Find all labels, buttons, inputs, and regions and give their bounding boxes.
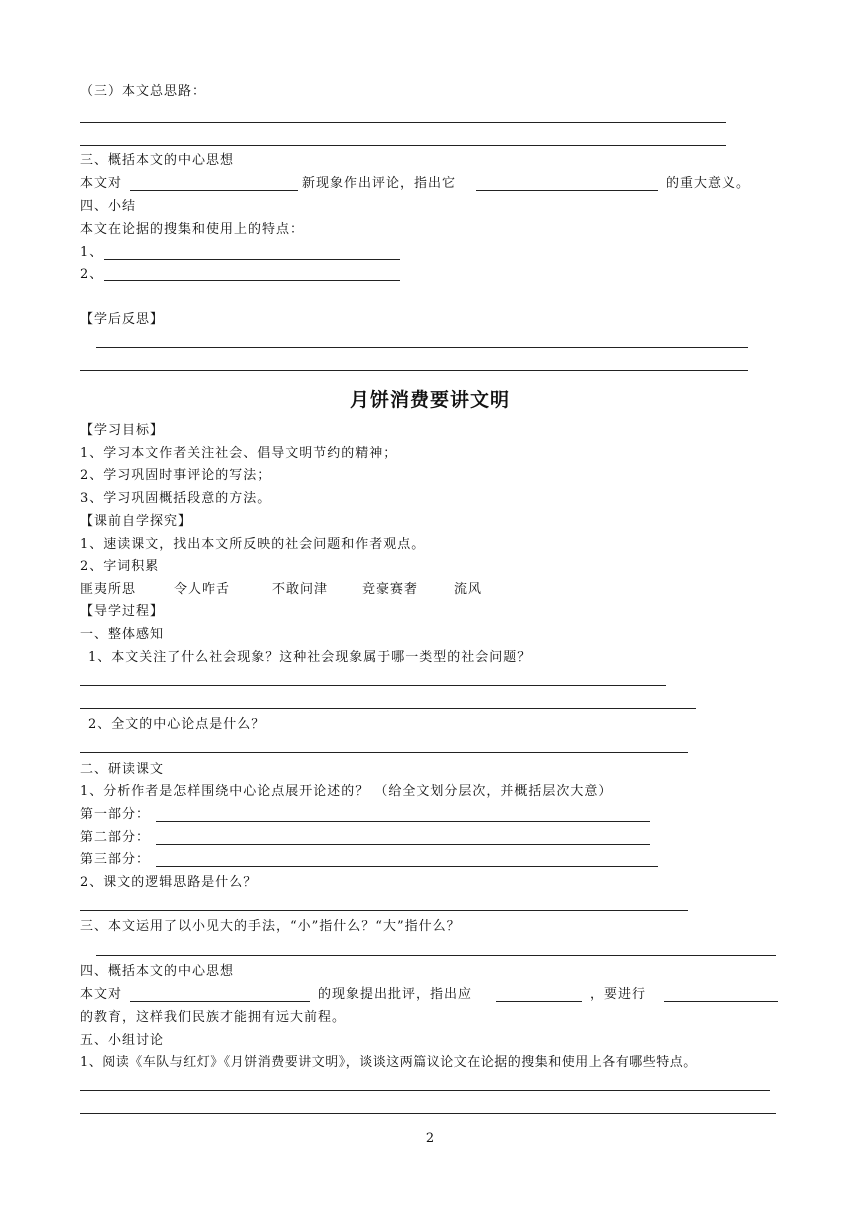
fill-text: 的重大意义。 — [666, 176, 751, 191]
section-heading: 四、小结 — [80, 199, 137, 214]
question-text: 1、阅读《车队与红灯》《月饼消费要讲文明》，谈谈这两篇议论文在论据的搜集和使用上各有哪些特点。 — [80, 1055, 697, 1070]
reflection-heading: 【学后反思】 — [80, 312, 165, 327]
page-title: 月饼消费要讲文明 — [349, 389, 510, 411]
answer-line[interactable] — [80, 910, 688, 911]
answer-line[interactable] — [80, 122, 726, 123]
question-text: 本文在论据的搜集和使用上的特点： — [80, 222, 305, 237]
blank-line[interactable] — [664, 1001, 778, 1002]
blank-line[interactable] — [156, 844, 650, 845]
part-label: 第一部分： — [80, 807, 151, 822]
list-item-number: 1、 — [80, 245, 104, 260]
vocab-word: 竞豪赛奢 — [362, 582, 419, 597]
blank-line[interactable] — [476, 190, 658, 191]
vocab-word: 不敢问津 — [272, 582, 329, 597]
section-heading: 五、小组讨论 — [80, 1033, 165, 1048]
goal-item: 3、学习巩固概括段意的方法。 — [80, 491, 272, 506]
question-text: 1、本文关注了什么社会现象？这种社会现象属于哪一类型的社会问题？ — [88, 650, 532, 665]
blank-line[interactable] — [156, 821, 650, 822]
list-item-number: 2、 — [80, 267, 104, 282]
section-heading: 二、研读课文 — [80, 762, 165, 777]
vocab-word: 令人咋舌 — [174, 582, 231, 597]
vocab-word: 流风 — [454, 582, 483, 597]
blank-line[interactable] — [130, 190, 298, 191]
blank-line[interactable] — [104, 280, 400, 281]
section-heading: 三、概括本文的中心思想 — [80, 153, 235, 168]
fill-text: 本文对 — [80, 987, 123, 1002]
section-heading: 【导学过程】 — [80, 604, 165, 619]
answer-line[interactable] — [80, 370, 748, 371]
answer-line[interactable] — [80, 145, 726, 146]
blank-line[interactable] — [130, 1001, 310, 1002]
answer-line[interactable] — [80, 1113, 776, 1114]
blank-line[interactable] — [156, 866, 658, 867]
section-heading: 三、本文运用了以小见大的手法，“小”指什么？“大”指什么？ — [80, 919, 461, 934]
goal-item: 2、学习巩固时事评论的写法； — [80, 468, 272, 483]
answer-line[interactable] — [80, 685, 666, 686]
route-heading: （三）本文总思路： — [80, 84, 207, 99]
answer-line[interactable] — [80, 708, 696, 709]
question-text: 2、全文的中心论点是什么？ — [88, 717, 266, 732]
answer-line[interactable] — [96, 347, 748, 348]
section-heading: 一、整体感知 — [80, 627, 165, 642]
answer-line[interactable] — [96, 955, 776, 956]
section-heading: 四、概括本文的中心思想 — [80, 964, 235, 979]
question-text: 2、字词积累 — [80, 559, 160, 574]
fill-text: 的教育，这样我们民族才能拥有远大前程。 — [80, 1010, 347, 1025]
fill-text: 的现象提出批评，指出应 — [318, 987, 473, 1002]
blank-line[interactable] — [496, 1001, 582, 1002]
page-number: 2 — [425, 1131, 435, 1146]
fill-text: 新现象作出评论，指出它 — [302, 176, 457, 191]
question-text: 1、速读课文，找出本文所反映的社会问题和作者观点。 — [80, 537, 426, 552]
answer-line[interactable] — [80, 752, 688, 753]
part-label: 第二部分： — [80, 830, 151, 845]
fill-text: 本文对 — [80, 176, 123, 191]
part-label: 第三部分： — [80, 852, 151, 867]
goal-item: 1、学习本文作者关注社会、倡导文明节约的精神； — [80, 446, 398, 461]
section-heading: 【学习目标】 — [80, 423, 165, 438]
section-heading: 【课前自学探究】 — [80, 514, 193, 529]
question-text: 2、课文的逻辑思路是什么？ — [80, 875, 258, 890]
vocab-word: 匪夷所思 — [80, 582, 137, 597]
answer-line[interactable] — [80, 1090, 770, 1091]
fill-text: ，要进行 — [590, 987, 647, 1002]
blank-line[interactable] — [104, 259, 400, 260]
question-text: 1、分析作者是怎样围绕中心论点展开论述的？ （给全文划分层次，并概括层次大意） — [80, 784, 613, 799]
